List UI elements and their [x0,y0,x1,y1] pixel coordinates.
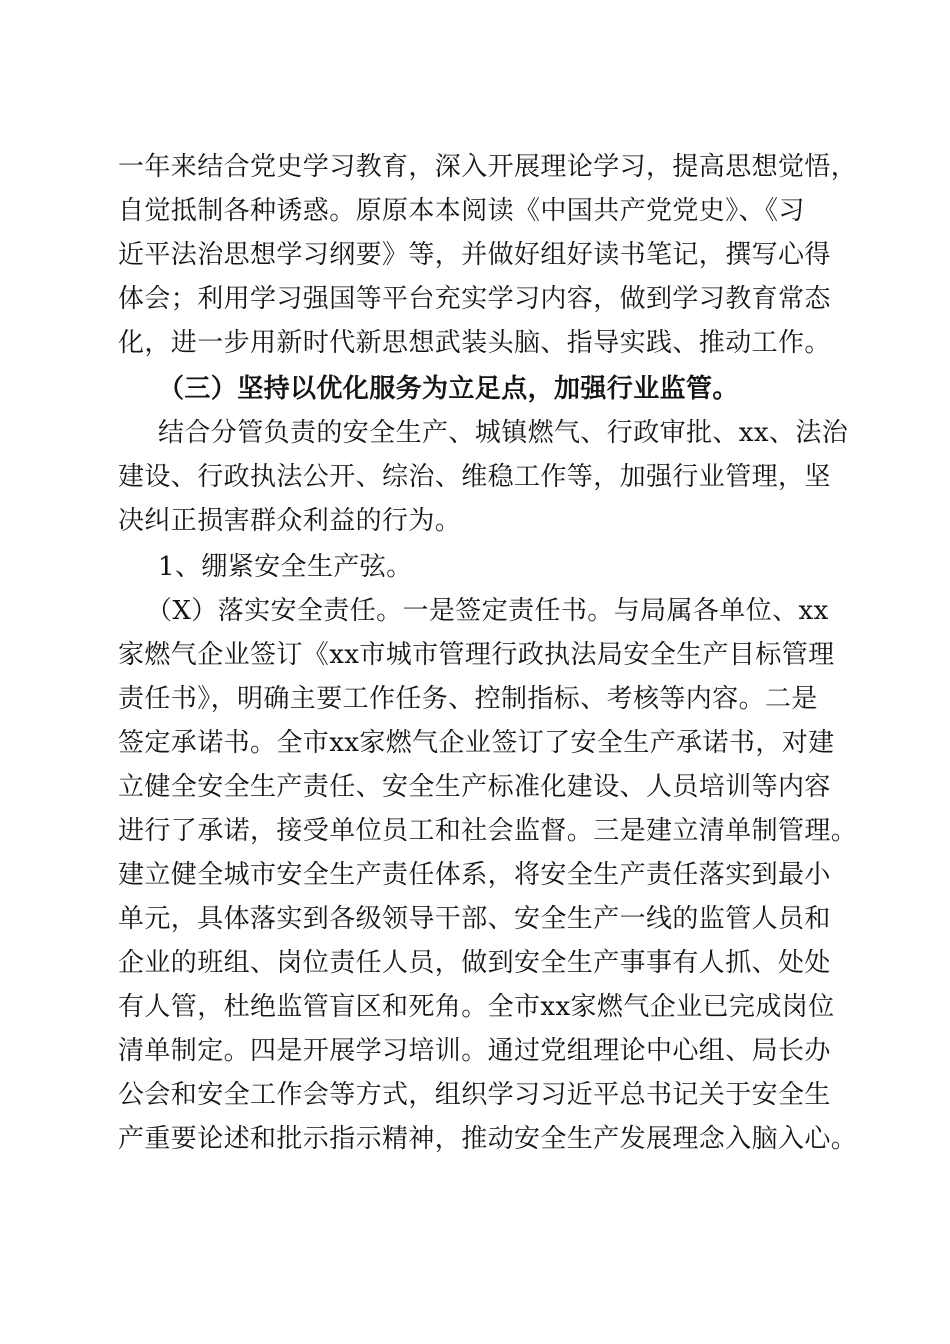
text-line: 建设、行政执法公开、综治、维稳工作等，加强行业管理，坚 [118,462,831,492]
text-line: 立健全安全生产责任、安全生产标准化建设、人员培训等内容 [118,772,831,802]
text-line: 化，进一步用新时代新思想武装头脑、指导实践、推动工作。 [118,328,831,358]
text-line: 进行了承诺，接受单位员工和社会监督。三是建立清单制管理。 [118,816,858,846]
text-line: 公会和安全工作会等方式，组织学习习近平总书记关于安全生 [118,1080,831,1110]
subsection-heading: 1、绷紧安全生产弦。 [158,552,413,582]
text-line: （X）落实安全责任。一是签定责任书。与局属各单位、xx [146,596,829,626]
text-line: 清单制定。四是开展学习培训。通过党组理论中心组、局长办 [118,1036,831,1066]
text-line: 单元，具体落实到各级领导干部、安全生产一线的监管人员和 [118,904,831,934]
text-line: 结合分管负责的安全生产、城镇燃气、行政审批、xx、法治 [158,418,849,448]
text-line: 家燃气企业签订《xx市城市管理行政执法局安全生产目标管理 [118,640,835,670]
text-line: 有人管，杜绝监管盲区和死角。全市xx家燃气企业已完成岗位 [118,992,835,1022]
text-line: 签定承诺书。全市xx家燃气企业签订了安全生产承诺书，对建 [118,728,835,758]
text-line: 建立健全城市安全生产责任体系，将安全生产责任落实到最小 [118,860,831,890]
text-line: 自觉抵制各种诱惑。原原本本阅读《中国共产党党史》、《习 [118,196,805,226]
text-line: 近平法治思想学习纲要》等，并做好组好读书笔记，撰写心得 [118,240,831,270]
text-line: 决纠正损害群众利益的行为。 [118,506,462,536]
text-line: 企业的班组、岗位责任人员，做到安全生产事事有人抓、处处 [118,948,831,978]
text-line: 一年来结合党史学习教育，深入开展理论学习，提高思想觉悟， [118,152,858,182]
text-line: 体会；利用学习强国等平台充实学习内容，做到学习教育常态 [118,284,831,314]
text-line: 责任书》，明确主要工作任务、控制指标、考核等内容。二是 [118,684,818,714]
section-heading: （三）坚持以优化服务为立足点，加强行业监管。 [158,374,739,404]
text-line: 产重要论述和批示指示精神，推动安全生产发展理念入脑入心。 [118,1124,858,1154]
